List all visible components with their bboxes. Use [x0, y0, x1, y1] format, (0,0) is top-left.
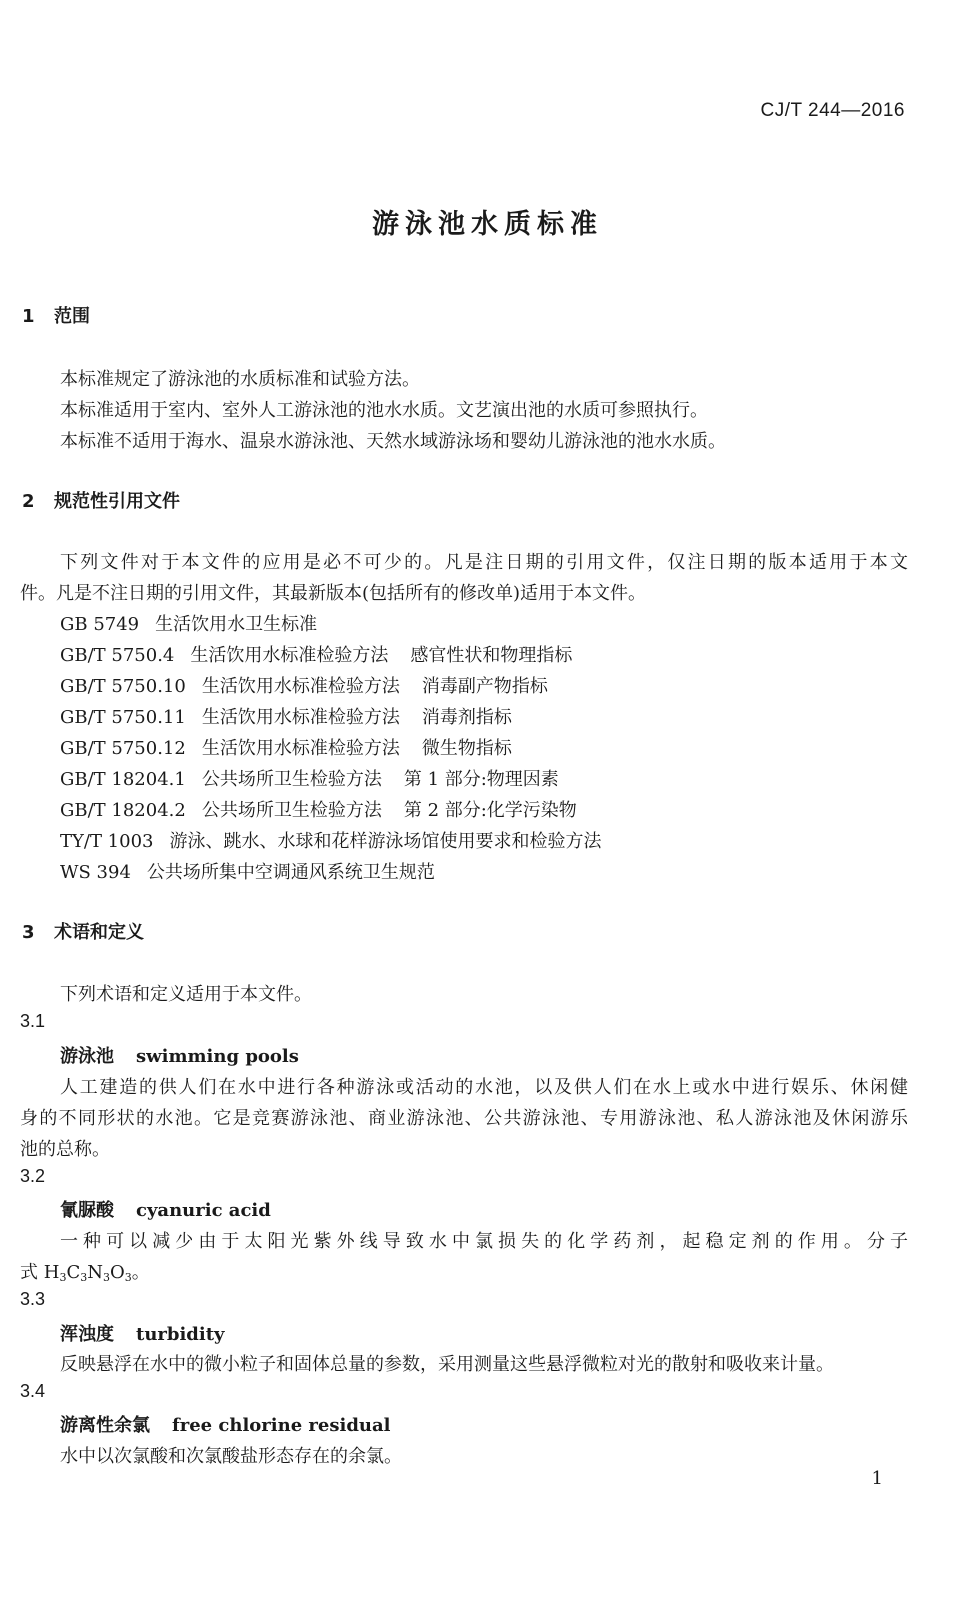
reference-item	[60, 610, 317, 636]
reference-code: GB 5749	[60, 614, 140, 635]
reference-item	[60, 796, 577, 822]
reference-item	[60, 703, 512, 729]
reference-code: GB/T 5750.11	[60, 707, 186, 728]
reference-title: 公共场所卫生检验方法	[201, 800, 382, 821]
definition-line: 式 $H_3C_3N_3O_3$。	[20, 1262, 150, 1284]
reference-item	[60, 858, 435, 884]
reference-title: 公共场所卫生检验方法	[201, 769, 382, 790]
reference-title: 生活饮用水标准检验方法	[201, 738, 400, 759]
term-heading	[60, 1411, 391, 1437]
term-zh: 氰脲酸	[60, 1200, 114, 1221]
clause-number: 3.2	[20, 1166, 46, 1186]
clause-number: 3.4	[20, 1381, 46, 1401]
reference-subtitle: 消毒剂指标	[421, 707, 512, 728]
section-title: 范围	[54, 306, 90, 327]
definition-line: 一种可以减少由于太阳光紫外线导致水中氯损失的化学药剂，起稳定剂的作用。分子	[60, 1231, 908, 1252]
section-number: 1	[22, 306, 35, 327]
term-en: free chlorine residual	[172, 1415, 391, 1436]
term-zh: 游离性余氯	[60, 1415, 150, 1436]
paragraph: 本标准规定了游泳池的水质标准和试验方法。	[60, 369, 420, 390]
clause-number: 3.3	[20, 1289, 46, 1309]
reference-item	[60, 734, 512, 760]
term-heading	[60, 1196, 271, 1222]
reference-subtitle: 消毒副产物指标	[421, 676, 548, 697]
reference-subtitle: 微生物指标	[421, 738, 512, 759]
paragraph: 件。凡是不注日期的引用文件，其最新版本(包括所有的修改单)适用于本文件。	[20, 583, 647, 604]
reference-title: 生活饮用水标准检验方法	[201, 707, 400, 728]
reference-code: TY/T 1003	[60, 831, 154, 852]
document-title: 游泳池水质标准	[372, 209, 603, 240]
reference-code: WS 394	[60, 862, 131, 883]
definition-line: 反映悬浮在水中的微小粒子和固体总量的参数，采用测量这些悬浮微粒对光的散射和吸收来计量。	[60, 1354, 834, 1375]
term-zh: 浑浊度	[60, 1324, 114, 1345]
reference-item	[60, 641, 572, 667]
reference-code: GB/T 5750.12	[60, 738, 186, 759]
reference-subtitle: 感官性状和物理指标	[410, 645, 573, 666]
standard-code: CJ/T 244—2016	[760, 100, 905, 121]
definition-line: 身的不同形状的水池。它是竞赛游泳池、商业游泳池、公共游泳池、专用游泳池、私人游泳池及休闲游乐	[20, 1108, 908, 1129]
reference-code: GB/T 5750.4	[60, 645, 175, 666]
section-2-heading	[22, 487, 180, 513]
term-heading	[60, 1320, 225, 1346]
section-1-heading	[22, 302, 90, 328]
reference-subtitle: 第 2 部分:化学污染物	[403, 800, 577, 821]
reference-code: GB/T 18204.1	[60, 769, 186, 790]
section-title: 术语和定义	[54, 922, 144, 943]
term-en: turbidity	[136, 1324, 225, 1345]
definition-line: 水中以次氯酸和次氯酸盐形态存在的余氯。	[60, 1446, 402, 1467]
definition-line: 人工建造的供人们在水中进行各种游泳或活动的水池，以及供人们在水上或水中进行娱乐、休闲健	[60, 1077, 908, 1098]
clause-number: 3.1	[20, 1011, 46, 1031]
reference-title: 生活饮用水标准检验方法	[190, 645, 389, 666]
paragraph: 本标准不适用于海水、温泉水游泳池、天然水域游泳场和婴幼儿游泳池的池水水质。	[60, 431, 726, 452]
paragraph: 下列文件对于本文件的应用是必不可少的。凡是注日期的引用文件，仅注日期的版本适用于本文	[60, 552, 908, 573]
reference-title: 游泳、跳水、水球和花样游泳场馆使用要求和检验方法	[169, 831, 602, 852]
reference-title: 公共场所集中空调通风系统卫生规范	[146, 862, 435, 883]
reference-item	[60, 765, 559, 791]
term-zh: 游泳池	[60, 1046, 114, 1067]
paragraph: 下列术语和定义适用于本文件。	[60, 984, 312, 1005]
reference-item	[60, 672, 548, 698]
reference-item	[60, 827, 602, 853]
reference-title: 生活饮用水卫生标准	[155, 614, 318, 635]
section-title: 规范性引用文件	[54, 491, 180, 512]
section-number: 3	[22, 922, 35, 943]
section-3-heading	[22, 918, 144, 944]
paragraph: 本标准适用于室内、室外人工游泳池的池水水质。文艺演出池的水质可参照执行。	[60, 400, 708, 421]
definition-line: 池的总称。	[20, 1139, 110, 1160]
page-number: 1	[871, 1468, 883, 1489]
reference-code: GB/T 18204.2	[60, 800, 186, 821]
chemical-formula: $H_3C_3N_3O_3$	[43, 1262, 132, 1284]
term-heading	[60, 1042, 299, 1068]
reference-subtitle: 第 1 部分:物理因素	[403, 769, 559, 790]
reference-code: GB/T 5750.10	[60, 676, 186, 697]
term-en: swimming pools	[136, 1046, 299, 1067]
term-en: cyanuric acid	[136, 1200, 271, 1221]
section-number: 2	[22, 491, 35, 512]
reference-title: 生活饮用水标准检验方法	[201, 676, 400, 697]
